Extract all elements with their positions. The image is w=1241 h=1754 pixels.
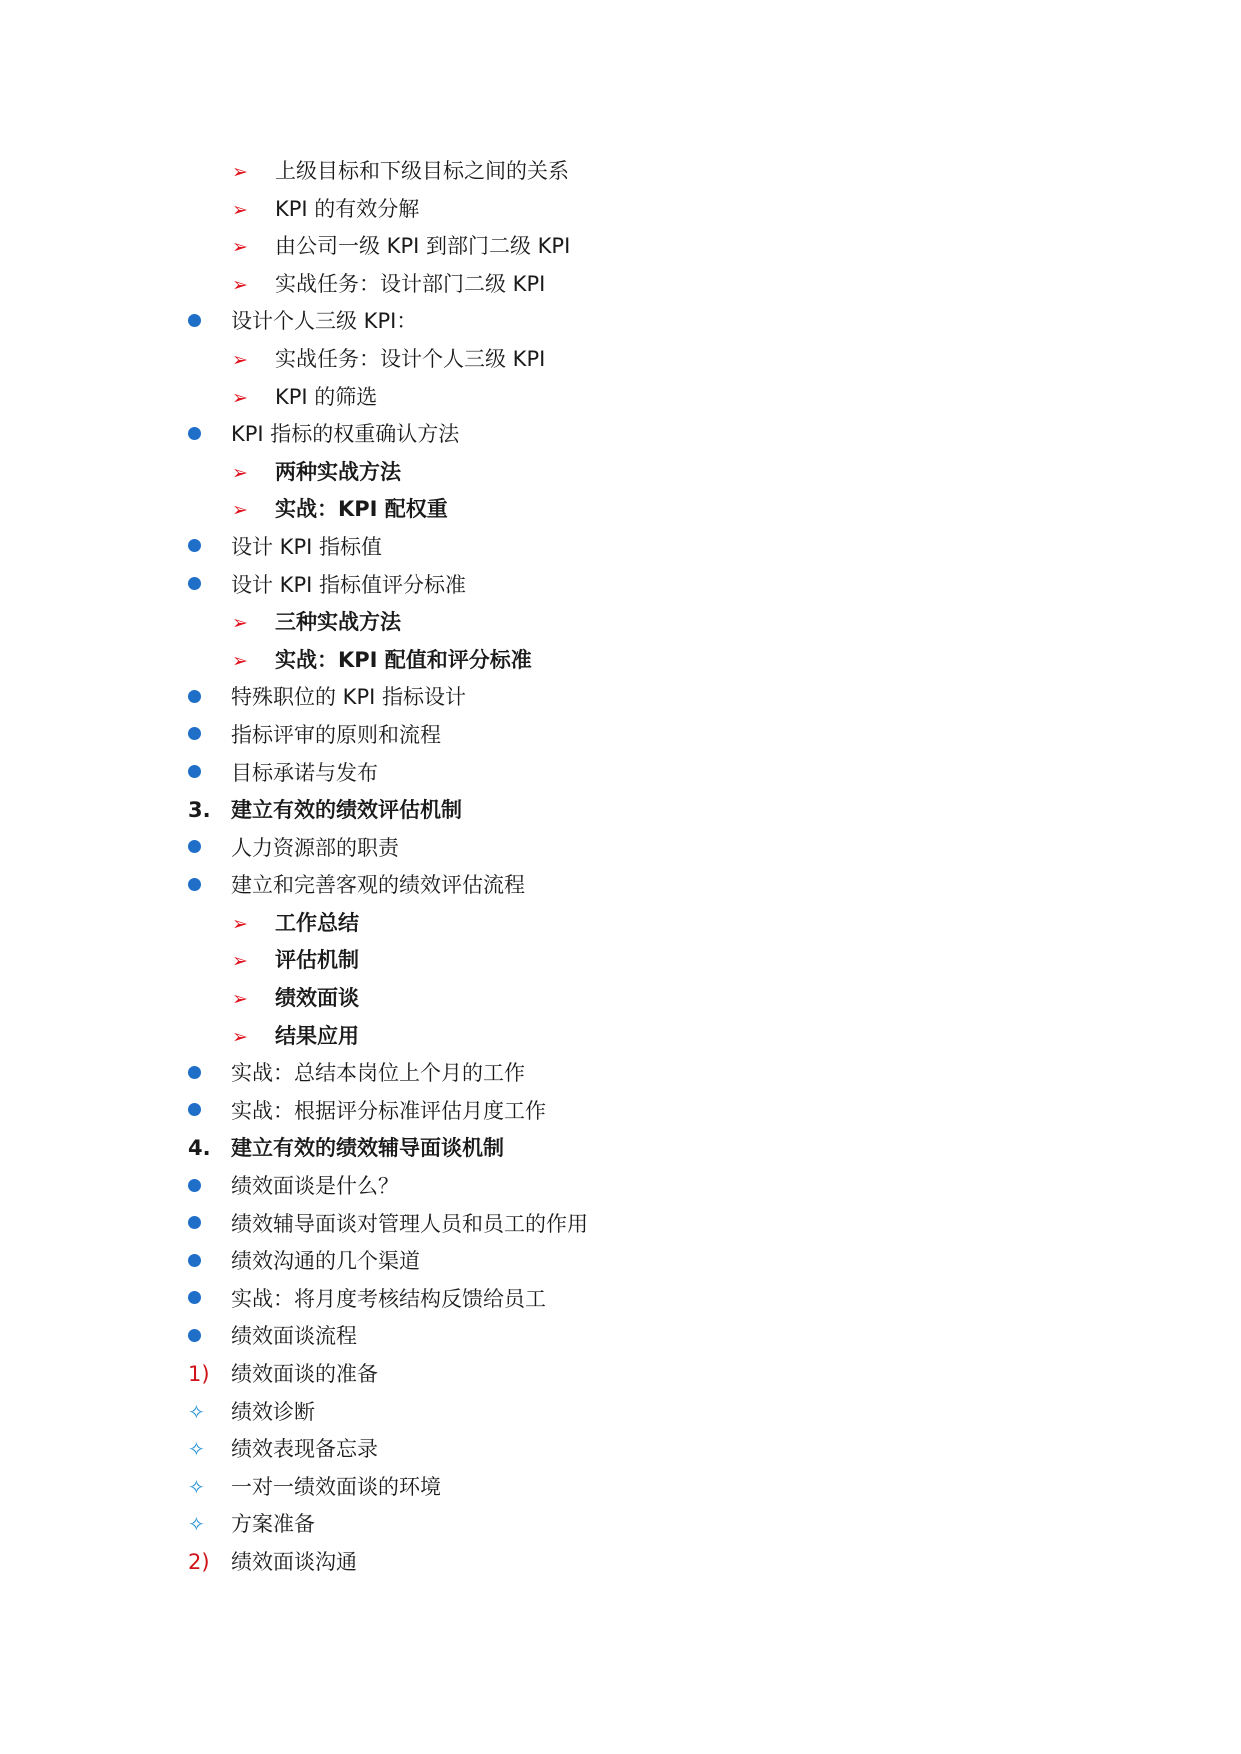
arrow-bullet-icon: ➢ (232, 988, 248, 1011)
outline-item (0, 1431, 1241, 1469)
outline-item (0, 1093, 1241, 1131)
outline-item (0, 830, 1241, 868)
outline-item (0, 1394, 1241, 1432)
arrow-marker (232, 642, 248, 680)
outline-item (0, 942, 1241, 980)
outline-item-text: 上级目标和下级目标之间的关系 (275, 159, 569, 183)
arrow-marker (232, 191, 248, 229)
outline-item (0, 153, 1241, 191)
bullet-marker (188, 867, 201, 905)
arrow-bullet-icon: ➢ (232, 348, 248, 371)
arrow-bullet-icon: ➢ (232, 950, 248, 973)
bullet-marker (188, 416, 201, 454)
filled-circle-icon (188, 577, 201, 590)
outline-item (0, 755, 1241, 793)
arrow-marker (232, 942, 248, 980)
four-point-star-icon: ✧ (188, 1474, 205, 1499)
arrow-bullet-icon: ➢ (232, 273, 248, 296)
arrow-marker (232, 379, 248, 417)
number-marker (188, 792, 211, 830)
filled-circle-icon (188, 1291, 201, 1304)
outline-item-text: 一对一绩效面谈的环境 (231, 1474, 441, 1499)
filled-circle-icon (188, 1216, 201, 1229)
arrow-marker (232, 153, 248, 191)
arrow-bullet-icon: ➢ (232, 612, 248, 635)
bullet-marker (188, 1055, 201, 1093)
outline-item-text: KPI 的筛选 (275, 384, 378, 409)
outline-item (0, 529, 1241, 567)
outline-item-text: 绩效面谈流程 (231, 1324, 357, 1349)
outline-item-text: 实战：根据评分标准评估月度工作 (231, 1098, 546, 1123)
outline-item-text: 设计个人三级 KPI： (231, 309, 418, 334)
four-point-star-icon: ✧ (188, 1437, 205, 1462)
bullet-marker (188, 679, 201, 717)
outline-item-text: 设计 KPI 指标值评分标准 (231, 572, 466, 597)
outline-item (0, 191, 1241, 229)
filled-circle-icon (188, 1254, 201, 1267)
outline-item-text: 绩效面谈沟通 (231, 1549, 357, 1574)
outline-item (0, 341, 1241, 379)
arrow-bullet-icon: ➢ (232, 499, 248, 522)
outline-item-text: KPI 指标的权重确认方法 (231, 422, 460, 447)
outline-item-text: 结果应用 (275, 1023, 359, 1048)
arrow-bullet-icon: ➢ (232, 461, 248, 484)
filled-circle-icon (188, 539, 201, 552)
outline-item (0, 1018, 1241, 1056)
arrow-marker (232, 266, 248, 304)
outline-item-text: 建立有效的绩效评估机制 (231, 798, 462, 823)
outline-item (0, 1318, 1241, 1356)
filled-circle-icon (188, 1179, 201, 1192)
filled-circle-icon (188, 765, 201, 778)
outline-item-text: 方案准备 (231, 1512, 315, 1537)
section-number: 3. (188, 798, 211, 823)
outline-item (0, 303, 1241, 341)
bullet-marker (188, 1318, 201, 1356)
step-number: 2) (188, 1549, 210, 1574)
outline-item-text: 目标承诺与发布 (231, 760, 378, 785)
outline-item-text: 绩效表现备忘录 (231, 1437, 378, 1462)
outline-item-text: 三种实战方法 (275, 610, 401, 635)
bullet-marker (188, 1281, 201, 1319)
bullet-marker (188, 303, 201, 341)
arrow-marker (232, 905, 248, 943)
outline-item (0, 379, 1241, 417)
section-number: 4. (188, 1136, 211, 1161)
outline-item-text: 特殊职位的 KPI 指标设计 (231, 685, 466, 710)
filled-circle-icon (188, 878, 201, 891)
outline-item-text: 绩效面谈的准备 (231, 1362, 378, 1386)
outline-item-text: 绩效辅导面谈对管理人员和员工的作用 (231, 1211, 588, 1236)
filled-circle-icon (188, 314, 201, 327)
filled-circle-icon (188, 1066, 201, 1079)
star-marker (188, 1394, 205, 1432)
outline-item (0, 491, 1241, 529)
four-point-star-icon: ✧ (188, 1512, 205, 1537)
arrow-marker (232, 341, 248, 379)
outline-item-text: 绩效面谈是什么？ (231, 1174, 399, 1199)
paren-marker (188, 1544, 210, 1582)
outline-item (0, 228, 1241, 266)
arrow-marker (232, 228, 248, 266)
arrow-bullet-icon: ➢ (232, 198, 248, 221)
filled-circle-icon (188, 1329, 201, 1342)
paren-marker (188, 1356, 210, 1394)
outline-item-text: 实战任务：设计个人三级 KPI (275, 346, 546, 371)
filled-circle-icon (188, 690, 201, 703)
outline-item-text: 工作总结 (275, 910, 359, 935)
outline-item-text: 建立有效的绩效辅导面谈机制 (231, 1136, 504, 1161)
bullet-marker (188, 567, 201, 605)
outline-item (0, 1206, 1241, 1244)
outline-item-text: 实战：KPI 配权重 (275, 497, 448, 522)
filled-circle-icon (188, 840, 201, 853)
arrow-bullet-icon: ➢ (232, 649, 248, 672)
outline-item-text: 设计 KPI 指标值 (231, 534, 382, 559)
arrow-bullet-icon: ➢ (232, 161, 248, 183)
outline-item-text: 绩效沟通的几个渠道 (231, 1249, 420, 1274)
bullet-marker (188, 529, 201, 567)
outline-item-text: 实战：将月度考核结构反馈给员工 (231, 1286, 546, 1311)
filled-circle-icon (188, 727, 201, 740)
filled-circle-icon (188, 427, 201, 440)
filled-circle-icon (188, 1103, 201, 1116)
outline-item-text: 两种实战方法 (275, 459, 401, 484)
bullet-marker (188, 755, 201, 793)
bullet-marker (188, 1243, 201, 1281)
outline-item-text: 绩效诊断 (231, 1399, 315, 1424)
outline-item (0, 1281, 1241, 1319)
arrow-marker (232, 454, 248, 492)
outline-item-text: 评估机制 (275, 948, 359, 973)
arrow-bullet-icon: ➢ (232, 386, 248, 409)
bullet-marker (188, 1093, 201, 1131)
outline-item (0, 642, 1241, 680)
outline-item (0, 1055, 1241, 1093)
outline-item (0, 1544, 1241, 1582)
outline-item (0, 1168, 1241, 1206)
outline-list (0, 153, 1241, 1582)
star-marker (188, 1431, 205, 1469)
outline-item (0, 1356, 1241, 1394)
star-marker (188, 1469, 205, 1507)
number-marker (188, 1130, 211, 1168)
outline-item-text: 实战：总结本岗位上个月的工作 (231, 1061, 525, 1086)
bullet-marker (188, 717, 201, 755)
outline-item (0, 416, 1241, 454)
arrow-marker (232, 980, 248, 1018)
arrow-marker (232, 604, 248, 642)
outline-item (0, 1469, 1241, 1507)
outline-item-text: 实战：KPI 配值和评分标准 (275, 647, 532, 672)
outline-item (0, 905, 1241, 943)
outline-item (0, 604, 1241, 642)
outline-item (0, 454, 1241, 492)
outline-item (0, 717, 1241, 755)
arrow-bullet-icon: ➢ (232, 236, 248, 259)
outline-item (0, 1243, 1241, 1281)
outline-item (0, 980, 1241, 1018)
star-marker (188, 1506, 205, 1544)
bullet-marker (188, 1206, 201, 1244)
outline-item-text: 由公司一级 KPI 到部门二级 KPI (275, 234, 571, 259)
step-number: 1) (188, 1362, 210, 1386)
outline-item (0, 792, 1241, 830)
outline-item-text: 指标评审的原则和流程 (231, 722, 441, 747)
outline-item-text: 建立和完善客观的绩效评估流程 (231, 873, 525, 898)
bullet-marker (188, 1168, 201, 1206)
outline-item (0, 1506, 1241, 1544)
outline-item-text: 绩效面谈 (275, 986, 359, 1011)
arrow-marker (232, 491, 248, 529)
outline-item (0, 266, 1241, 304)
four-point-star-icon: ✧ (188, 1399, 205, 1424)
arrow-marker (232, 1018, 248, 1056)
outline-item-text: KPI 的有效分解 (275, 196, 420, 221)
outline-item (0, 679, 1241, 717)
arrow-bullet-icon: ➢ (232, 912, 248, 935)
outline-item-text: 人力资源部的职责 (231, 835, 399, 860)
arrow-bullet-icon: ➢ (232, 1025, 248, 1048)
outline-item-text: 实战任务：设计部门二级 KPI (275, 271, 546, 296)
outline-item (0, 567, 1241, 605)
bullet-marker (188, 830, 201, 868)
outline-item (0, 1130, 1241, 1168)
outline-item (0, 867, 1241, 905)
